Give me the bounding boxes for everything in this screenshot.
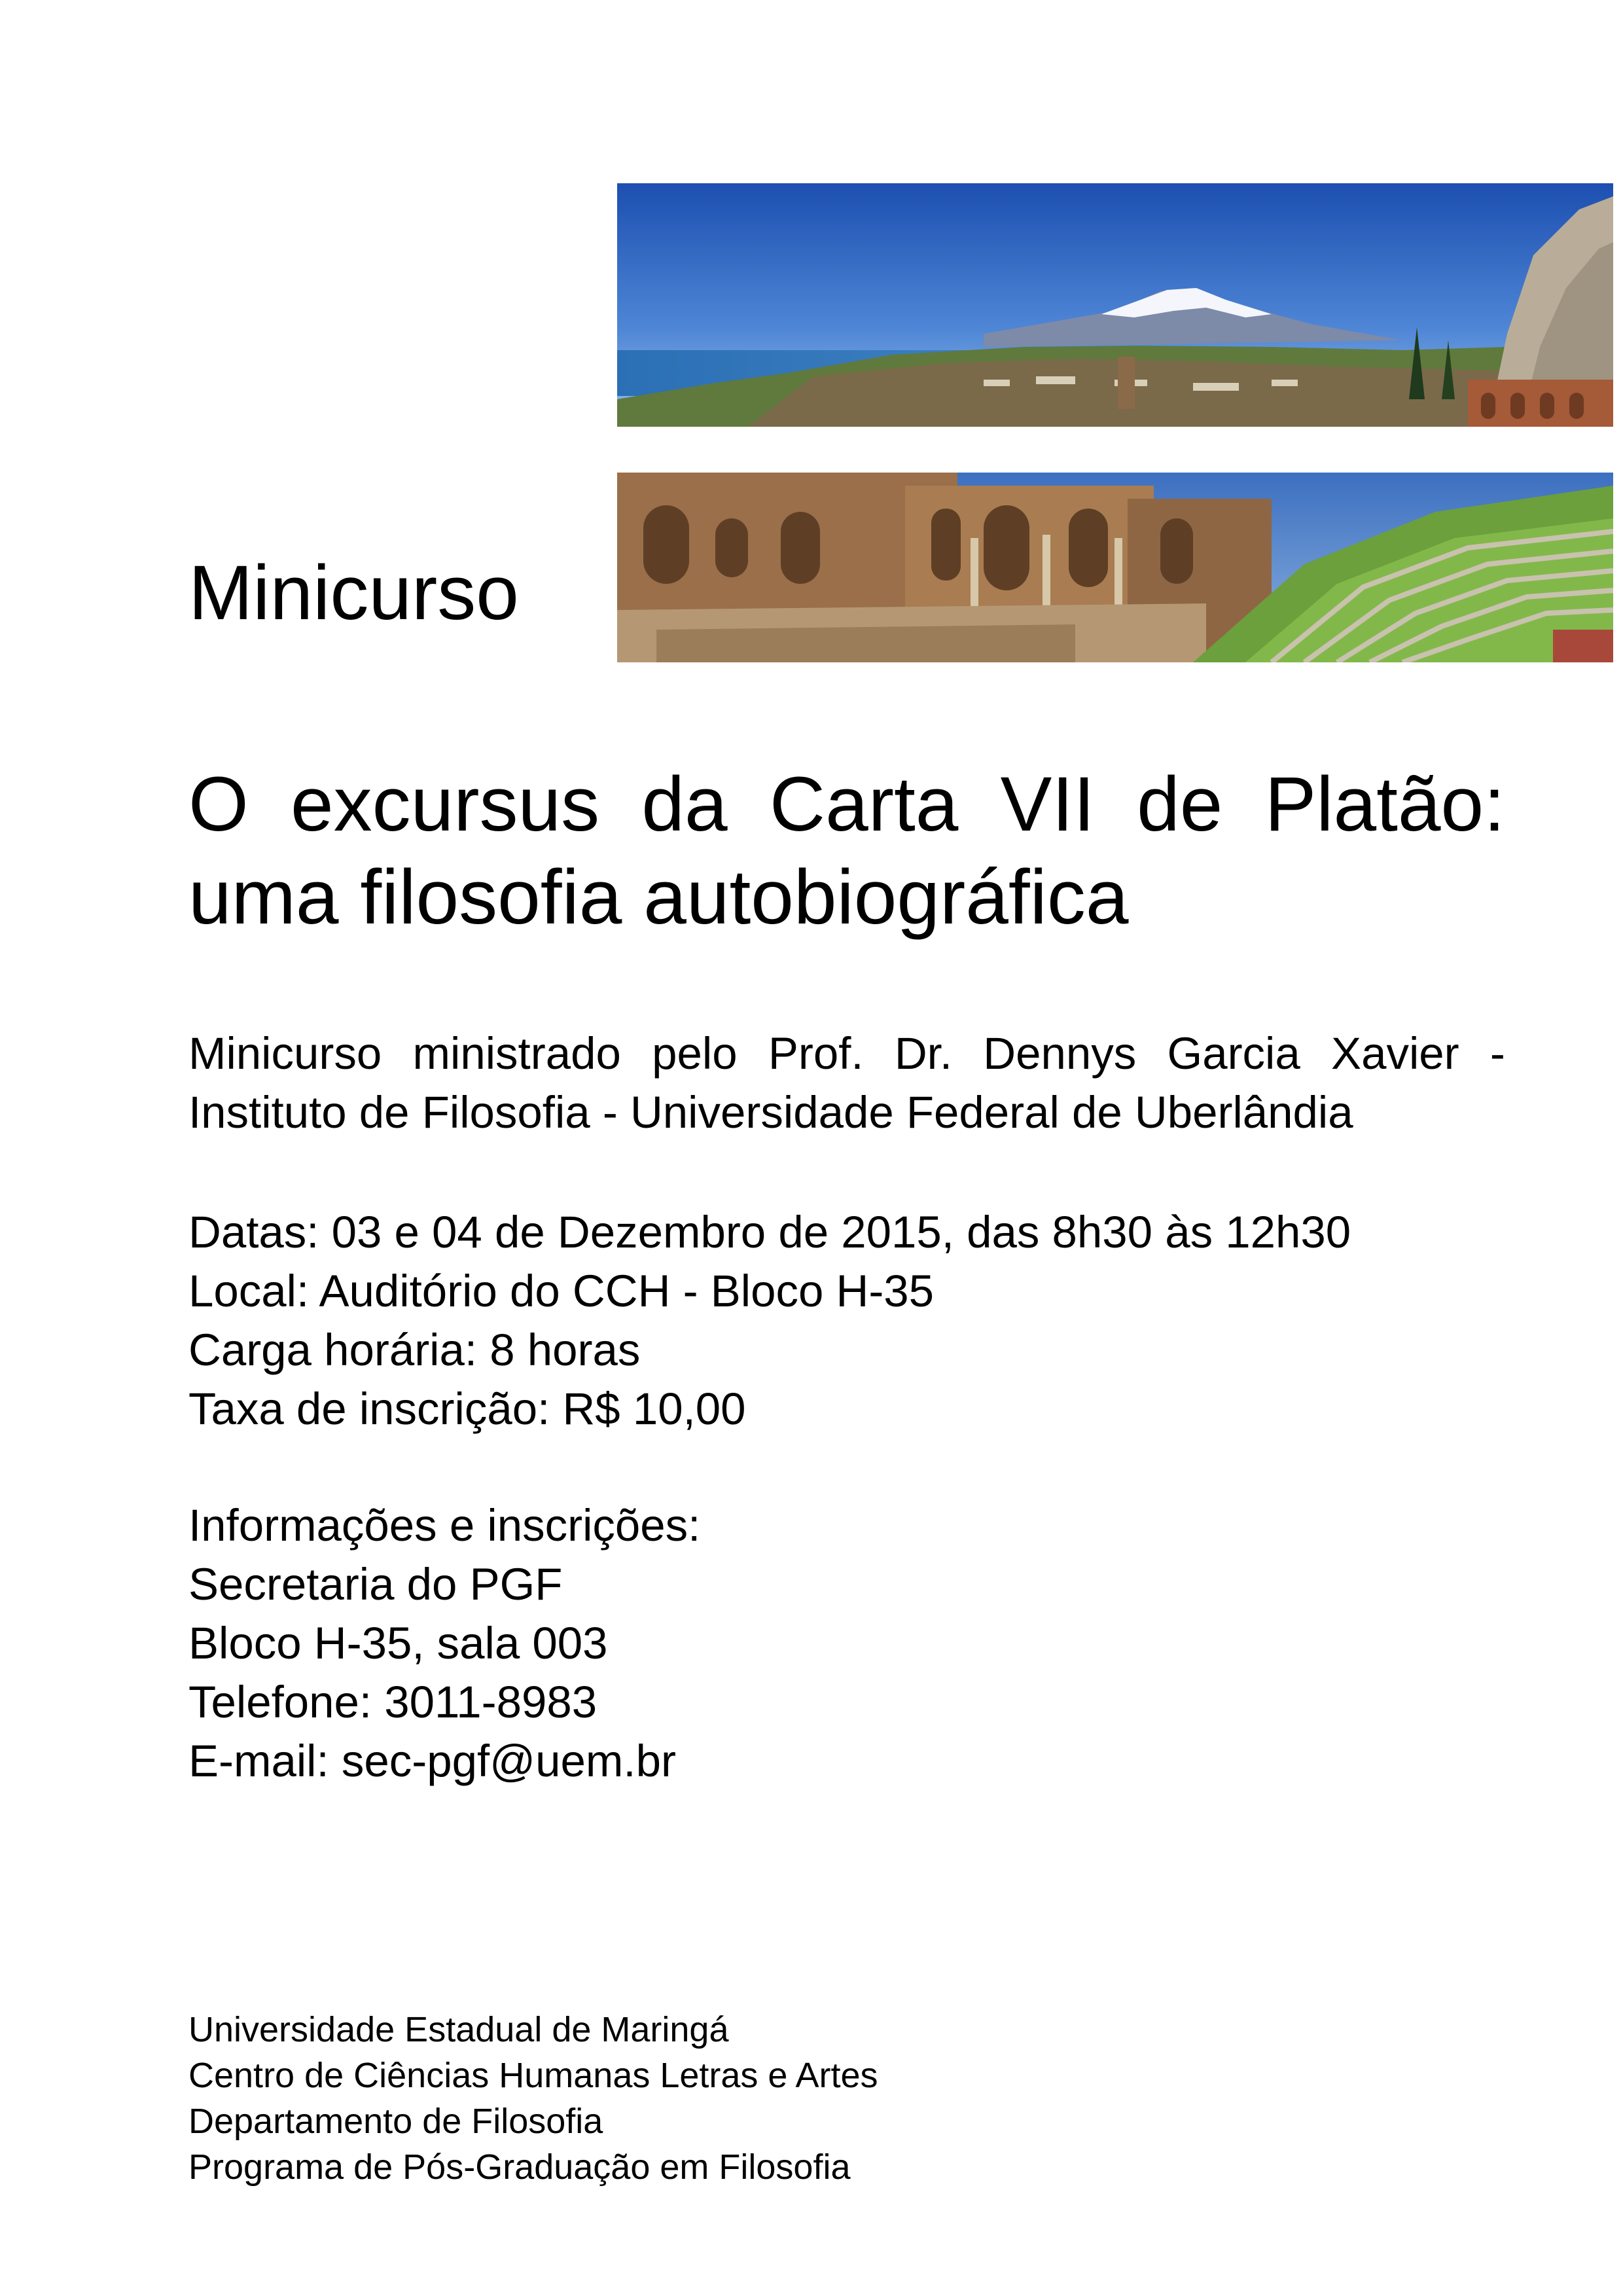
lecturer-line-1 [188, 1024, 1505, 1083]
lecturer-word: ministrado [412, 1028, 621, 1079]
course-title-word: Platão: [1264, 761, 1505, 848]
detail-fee: Taxa de inscrição: R$ 10,00 [188, 1384, 746, 1434]
lecturer-word: Dr. [894, 1028, 953, 1079]
course-details [188, 1203, 1351, 1439]
footer-university: Universidade Estadual de Maringá [188, 2010, 729, 2049]
contact-heading: Informações e inscrições: [188, 1500, 701, 1551]
course-title-word: da [641, 761, 728, 848]
lecturer-info [188, 1024, 1505, 1142]
lecturer-line-2: Instituto de Filosofia - Universidade Federal de Uberlândia [188, 1087, 1353, 1138]
course-title-line-1 [188, 758, 1505, 851]
course-title-word: Carta [769, 761, 959, 848]
contact-office: Secretaria do PGF [188, 1559, 563, 1609]
lecturer-word: Minicurso [188, 1028, 382, 1079]
panorama-photo-top [617, 183, 1613, 427]
detail-location: Local: Auditório do CCH - Bloco H-35 [188, 1266, 935, 1316]
lecturer-word: - [1489, 1028, 1505, 1079]
detail-dates: Datas: 03 e 04 de Dezembro de 2015, das 8h30 às 12h30 [188, 1207, 1351, 1257]
contact-email: E-mail: sec-pgf@uem.br [188, 1736, 676, 1786]
lecturer-word: Dennys [983, 1028, 1137, 1079]
contact-phone: Telefone: 3011-8983 [188, 1677, 597, 1727]
institution-footer [188, 2007, 878, 2190]
course-title-word: O [188, 761, 249, 848]
panorama-photo-bottom [617, 473, 1613, 662]
course-title-line-2: uma filosofia autobiográfica [188, 854, 1129, 941]
contact-info [188, 1496, 700, 1791]
course-title-word: de [1137, 761, 1223, 848]
footer-department: Departamento de Filosofia [188, 2102, 603, 2141]
course-title-word: VII [1000, 761, 1095, 848]
lecturer-word: Garcia [1167, 1028, 1300, 1079]
heading-minicurso: Minicurso [188, 550, 519, 636]
footer-program: Programa de Pós-Graduação em Filosofia [188, 2147, 851, 2187]
detail-workload: Carga horária: 8 horas [188, 1325, 641, 1375]
footer-center: Centro de Ciências Humanas Letras e Artes [188, 2056, 878, 2095]
lecturer-word: Xavier [1331, 1028, 1459, 1079]
lecturer-word: pelo [652, 1028, 738, 1079]
volcano-coast-image [617, 183, 1613, 427]
lecturer-word: Prof. [768, 1028, 864, 1079]
course-title-word: excursus [291, 761, 600, 848]
theatre-ruins-image [617, 473, 1613, 662]
contact-room: Bloco H-35, sala 003 [188, 1618, 608, 1668]
course-title [188, 758, 1505, 944]
